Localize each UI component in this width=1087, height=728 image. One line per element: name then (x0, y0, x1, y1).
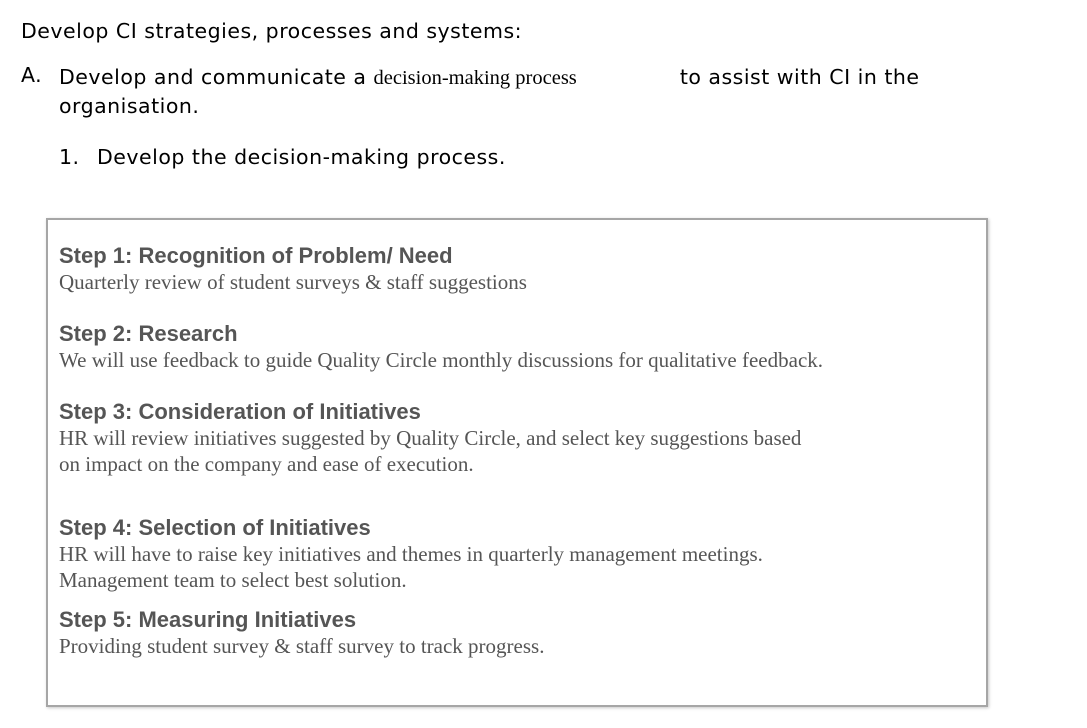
step-title: Step 5: Measuring Initiatives (59, 607, 357, 632)
step-5 (59, 607, 544, 659)
step-title: Step 1: Recognition of Problem/ Need (59, 243, 453, 268)
step-title: Step 3: Consideration of Initiatives (59, 399, 421, 424)
step-2 (59, 321, 823, 373)
step-description: Quarterly review of student surveys & staff suggestions (59, 270, 527, 294)
step-description: Providing student survey & staff survey to track progress. (59, 634, 545, 658)
step-title: Step 2: Research (59, 321, 238, 346)
item-a-text-before: Develop and communicate a (59, 65, 367, 89)
step-4 (59, 515, 763, 593)
section-heading: Develop CI strategies, processes and systems: (21, 19, 523, 43)
step-description: HR will review initiatives suggested by Quality Circle, and select key suggestions based on impact on the company and ease of execution. (59, 426, 802, 476)
list-marker-a: A. (21, 63, 43, 87)
list-item-1: Develop the decision-making process. (97, 145, 506, 169)
list-marker-1: 1. (59, 145, 80, 169)
decision-process-box (46, 218, 988, 707)
item-a-text-serif: decision-making process (373, 67, 577, 89)
step-title: Step 4: Selection of Initiatives (59, 515, 371, 540)
step-description: HR will have to raise key initiatives and themes in quarterly management meetings. Management team to select best solution. (59, 542, 763, 592)
step-1 (59, 243, 527, 295)
step-description: We will use feedback to guide Quality Circle monthly discussions for qualitative feedback. (59, 348, 824, 372)
step-3 (59, 399, 801, 477)
item-a-text-after: to assist with CI in the (679, 65, 920, 89)
item-a-text-continued: organisation. (59, 94, 200, 118)
list-item-a (59, 63, 1019, 120)
